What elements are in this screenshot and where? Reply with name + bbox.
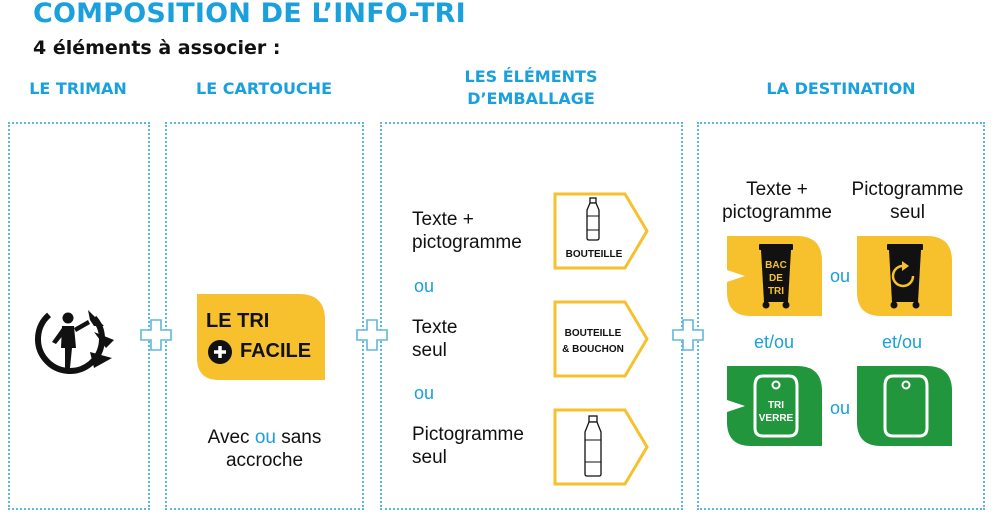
packaging-tag-text-line2: & BOUCHON — [562, 344, 624, 355]
destination-tri-verre — [727, 366, 822, 446]
heading-destination: LA DESTINATION — [766, 79, 916, 98]
packaging-tag-picto — [553, 408, 649, 486]
destination-andor-1: et/ou — [754, 332, 795, 352]
svg-text:TRI: TRI — [767, 286, 785, 297]
page-subtitle: 4 éléments à associer : — [33, 37, 281, 59]
cartouche-badge — [197, 294, 325, 380]
destination-or-2: ou — [830, 398, 851, 418]
packaging-tag-bottle — [553, 192, 649, 270]
cartouche-caption-ou: ou — [254, 427, 276, 448]
emballage-option-text-picto: Texte + pictogramme — [412, 209, 522, 253]
packaging-tag-text-line1: BOUTEILLE — [564, 328, 622, 339]
emballage-option-text-only: Texte seul — [412, 317, 458, 361]
cartouche-badge-line2: FACILE — [240, 340, 312, 362]
destination-andor-2: et/ou — [882, 332, 923, 352]
plus-connector-icon — [355, 318, 389, 352]
cartouche-badge-line1: LE TRI — [206, 310, 270, 332]
plus-connector-icon — [671, 318, 705, 352]
plus-connector-icon — [139, 318, 173, 352]
destination-col1-label: Texte + pictogramme — [722, 179, 832, 223]
destination-bac-de-tri — [727, 236, 822, 316]
cartouche-caption: Avec ou sans accroche — [207, 427, 322, 471]
destination-glass-picto — [857, 366, 952, 446]
destination-or-1: ou — [830, 266, 851, 286]
emballage-option-picto-only: Pictogramme seul — [412, 424, 524, 468]
packaging-tag-bottle-label: BOUTEILLE — [565, 249, 623, 260]
svg-text:TRI: TRI — [767, 400, 785, 411]
destination-bin-picto — [857, 236, 952, 316]
heading-emballage — [380, 66, 682, 110]
emballage-or-1: ou — [414, 276, 435, 296]
svg-text:BAC: BAC — [765, 260, 787, 271]
destination-col2-label: Pictogramme seul — [851, 179, 964, 223]
triman-icon — [32, 296, 118, 382]
heading-emballage-line1: LES ÉLÉMENTS — [464, 67, 598, 86]
heading-triman: LE TRIMAN — [29, 79, 127, 98]
packaging-tag-text — [553, 300, 649, 378]
heading-cartouche: LE CARTOUCHE — [196, 79, 332, 98]
bottle-icon — [587, 198, 599, 240]
svg-text:DE: DE — [769, 273, 783, 284]
svg-text:VERRE: VERRE — [758, 413, 794, 424]
bottle-icon — [585, 416, 601, 476]
page-title: COMPOSITION DE L’INFO-TRI — [33, 0, 466, 29]
heading-emballage-line2: D’EMBALLAGE — [467, 89, 595, 108]
emballage-or-2: ou — [414, 383, 435, 403]
